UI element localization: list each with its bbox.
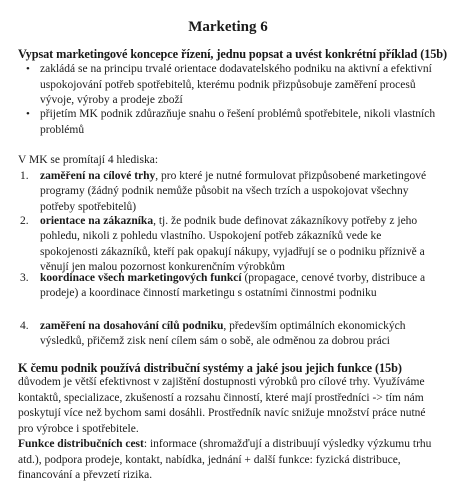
item-number: 1. — [20, 170, 29, 182]
bullet-item — [26, 62, 440, 109]
bullet-icon: • — [26, 63, 30, 75]
page-title: Marketing 6 — [188, 19, 268, 35]
bullet-item — [26, 107, 440, 138]
paragraph-text: : informace (shromažďují a distribuují výsledky výzkumu trhu atd.), podpora prodeje, kontakt, nabídka, jednání + další funkce: fyzická distribuce, financování a převzetí rizika. — [18, 438, 432, 481]
numbered-item — [20, 271, 436, 302]
numbered-item — [20, 214, 436, 276]
item-heading: koordinace všech marketingových funkcí — [40, 272, 242, 284]
bullet-icon: • — [26, 108, 30, 120]
bullet-text: přijetím MK podnik zdůrazňuje snahu o řešení problémů spotřebitele, nikoli vlastních problémů — [40, 108, 436, 136]
question-2: K čemu podnik používá distribuční systémy a jaké jsou jejich funkce (15b) — [18, 361, 402, 375]
paragraph-heading: Funkce distribučních cest — [18, 438, 144, 450]
item-text: (propagace, cenové tvorby, distribuce a prodeje) a koordinace činností marketingu s ostatními činnostmi podniku — [40, 272, 426, 300]
item-number: 4. — [20, 320, 29, 332]
item-text: , především optimálních ekonomických výsledků, přičemž zisk není cílem sám o sobě, ale odměnou za dobrou práci — [40, 320, 406, 348]
paragraph-text: důvodem je větší efektivnost v zajištění dostupnosti výrobků pro cílové trhy. Využíváme kontaktů, specializace, zkušeností a rozsahu činností, které mají prostředníci -> tím nám poskytují více než bychom sami dosáhli. Prostředník navíc snižuje množství práce nutné pro výrobce i spotřebitele. — [18, 376, 426, 435]
numbered-item — [20, 319, 436, 350]
item-heading: orientace na zákazníka — [40, 215, 154, 227]
item-number: 3. — [20, 272, 29, 284]
numbered-item — [20, 169, 436, 215]
item-heading: zaměření na dosahování cílů podniku — [40, 320, 224, 332]
answer-paragraph — [18, 375, 438, 484]
item-text: , tj. že podnik bude definovat zákazníkovy potřeby z jeho pohledu, nikoli z pohledu vlastního. Uspokojení potřeb zákazníků vede ke spokojenosti zákazníků, kteří pak opakují nákupy, vyjadřují se o podniku příznivě a věnují jen malou pozornost konkurenčním výrobkům — [40, 215, 425, 274]
list-intro: V MK se promítají 4 hlediska: — [18, 154, 159, 166]
item-heading: zaměření na cílové trhy — [40, 170, 156, 182]
bullet-text: zakládá se na principu trvalé orientace dodavatelského podniku na aktivní a efektivní uspokojování potřeb spotřebitelů, kterému podnik přizpůsobuje zaměření procesů vývoje, výroby a prodeje zboží — [40, 63, 432, 106]
question-1: Vypsat marketingové koncepce řízení, jednu popsat a uvést konkrétní příklad (15b) — [18, 47, 448, 61]
item-number: 2. — [20, 215, 29, 227]
item-text: , pro které je nutné formulovat přizpůsobené marketingové programy (žádný podnik nemůže působit na všech trzích a uspokojovat všechny potřeby spotřebitelů) — [40, 170, 427, 213]
